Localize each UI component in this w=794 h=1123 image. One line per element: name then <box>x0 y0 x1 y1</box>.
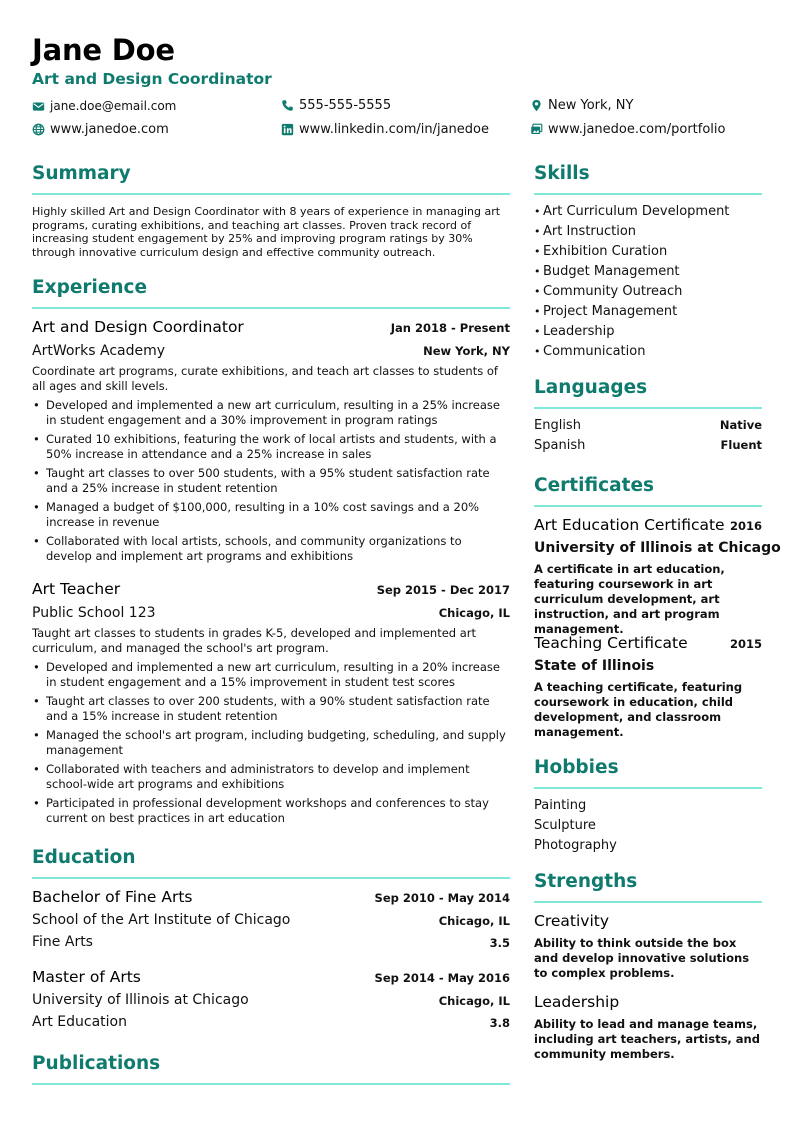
certificate-issuer: University of Illinois at Chicago <box>534 540 781 556</box>
skill-item: • Leadership <box>534 322 762 342</box>
list-item: • Curated 10 exhibitions, featuring the work of local artists and students, with a 50% increase in attendance and a 25% increase in sales <box>32 432 510 462</box>
job-company: Public School 123 <box>32 605 156 621</box>
list-item: • Participated in professional development workshops and conferences to stay current on best practices in art education <box>32 796 510 826</box>
portfolio-text: www.janedoe.com/portfolio <box>548 122 726 137</box>
skills-list <box>534 202 762 362</box>
school-location: Chicago, IL <box>438 994 510 1008</box>
job-title: Art and Design Coordinator <box>32 318 244 336</box>
skill-item: • Art Curriculum Development <box>534 202 762 222</box>
strength-description: Ability to lead and manage teams, including art teachers, artists, and community members. <box>534 1017 760 1061</box>
list-item: • Taught art classes to over 500 students, with a 95% student satisfaction rate and a 25% increase in student retention <box>32 466 510 496</box>
degree-dates: Sep 2010 - May 2014 <box>374 891 510 905</box>
publications-heading: Publications <box>32 1053 161 1074</box>
job-company: ArtWorks Academy <box>32 343 166 359</box>
phone-icon <box>281 99 294 112</box>
contact-website[interactable] <box>32 122 169 137</box>
experience-divider <box>32 307 510 309</box>
gpa: 3.5 <box>489 936 510 950</box>
summary-text: Highly skilled Art and Design Coordinator with 8 years of experience in managing art programs, curating exhibitions, and teaching art classes. Proven track record of increasing student engagement by 25% and improving program ratings by 30% through innovative curriculum design and effective community outreach. <box>32 205 501 259</box>
school-name: School of the Art Institute of Chicago <box>32 912 291 928</box>
field-of-study: Fine Arts <box>32 934 93 950</box>
experience-heading: Experience <box>32 277 148 298</box>
skill-item: • Art Instruction <box>534 222 762 242</box>
job-dates: Sep 2015 - Dec 2017 <box>376 583 510 597</box>
certificate-year: 2016 <box>729 519 762 533</box>
job-dates: Jan 2018 - Present <box>390 321 510 335</box>
degree-title: Bachelor of Fine Arts <box>32 888 193 906</box>
strength-description: Ability to think outside the box and develop innovative solutions to complex problems. <box>534 936 750 980</box>
strengths-divider <box>534 901 762 903</box>
list-item: • Developed and implemented a new art curriculum, resulting in a 25% increase in student engagement and a 30% improvement in program ratings <box>32 398 510 428</box>
summary-heading: Summary <box>32 163 131 184</box>
list-item: • Managed a budget of $100,000, resulting in a 10% cost savings and a 20% increase in revenue <box>32 500 510 530</box>
contact-linkedin[interactable] <box>281 122 489 137</box>
contact-portfolio[interactable] <box>530 122 726 137</box>
phone-text: 555-555-5555 <box>299 98 392 113</box>
certificate-description: A certificate in art education, featuring coursework in art curriculum development, art instruction, and art program management. <box>534 562 725 636</box>
strength-name: Creativity <box>534 912 610 930</box>
certificate-name: Art Education Certificate <box>534 516 725 534</box>
hobbies-divider <box>534 787 762 789</box>
education-divider <box>32 877 510 879</box>
language-name: English <box>534 418 581 433</box>
language-row <box>534 418 762 433</box>
candidate-title: Art and Design Coordinator <box>32 70 272 88</box>
portfolio-image-icon <box>530 123 543 136</box>
certificate-issuer: State of Illinois <box>534 658 655 674</box>
field-of-study: Art Education <box>32 1014 127 1030</box>
language-level: Fluent <box>720 438 762 452</box>
skills-divider <box>534 193 762 195</box>
education-heading: Education <box>32 847 136 868</box>
skill-item: • Budget Management <box>534 262 762 282</box>
job-description: Coordinate art programs, curate exhibitions, and teach art classes to students of all ages and skill levels. <box>32 364 498 393</box>
linkedin-text: www.linkedin.com/in/janedoe <box>299 122 489 137</box>
contact-phone[interactable] <box>281 98 391 113</box>
languages-divider <box>534 407 762 409</box>
skills-heading: Skills <box>534 163 590 184</box>
envelope-icon <box>32 100 45 113</box>
job-description: Taught art classes to students in grades K-5, developed and implemented art curriculum, and managed the school's art program. <box>32 626 477 655</box>
hobbies-list <box>534 796 762 856</box>
certificate-year: 2015 <box>729 637 762 651</box>
certificate-description: A teaching certificate, featuring coursework in education, child development, and classroom management. <box>534 680 743 739</box>
list-item: • Collaborated with local artists, schools, and community organizations to develop and implement art programs and exhibitions <box>32 534 510 564</box>
certificates-divider <box>534 505 762 507</box>
list-item: • Collaborated with teachers and administrators to develop and implement school-wide art programs and exhibitions <box>32 762 510 792</box>
job-title: Art Teacher <box>32 580 121 598</box>
languages-heading: Languages <box>534 377 648 398</box>
linkedin-icon <box>281 123 294 136</box>
contact-location <box>530 98 633 113</box>
list-item: • Managed the school's art program, including budgeting, scheduling, and supply management <box>32 728 510 758</box>
skill-item: • Community Outreach <box>534 282 762 302</box>
job-bullets <box>32 398 510 568</box>
map-pin-icon <box>530 99 543 112</box>
hobbies-heading: Hobbies <box>534 757 619 778</box>
school-name: University of Illinois at Chicago <box>32 992 249 1008</box>
gpa: 3.8 <box>489 1016 510 1030</box>
skill-item: • Communication <box>534 342 762 362</box>
list-item: • Developed and implemented a new art curriculum, resulting in a 20% increase in student engagement and a 15% improvement in student test scores <box>32 660 510 690</box>
website-text: www.janedoe.com <box>50 122 169 137</box>
certificates-heading: Certificates <box>534 475 654 496</box>
job-location: New York, NY <box>423 344 510 358</box>
job-location: Chicago, IL <box>438 606 510 620</box>
language-level: Native <box>719 418 762 432</box>
job-bullets <box>32 660 510 830</box>
school-location: Chicago, IL <box>438 914 510 928</box>
language-name: Spanish <box>534 438 586 453</box>
certificate-name: Teaching Certificate <box>534 634 688 652</box>
candidate-name: Jane Doe <box>32 33 175 67</box>
skill-item: • Exhibition Curation <box>534 242 762 262</box>
strength-name: Leadership <box>534 993 620 1011</box>
skill-item: • Project Management <box>534 302 762 322</box>
location-text: New York, NY <box>548 98 634 113</box>
hobby-item: Sculpture <box>534 818 596 833</box>
language-row <box>534 438 762 453</box>
contact-email[interactable] <box>32 99 176 113</box>
degree-dates: Sep 2014 - May 2016 <box>374 971 510 985</box>
list-item: • Taught art classes to over 200 students, with a 90% student satisfaction rate and a 15% increase in student retention <box>32 694 510 724</box>
publications-divider <box>32 1083 510 1085</box>
globe-icon <box>32 123 45 136</box>
strengths-heading: Strengths <box>534 871 638 892</box>
hobby-item: Photography <box>534 838 617 853</box>
email-text: jane.doe@email.com <box>50 99 177 113</box>
degree-title: Master of Arts <box>32 968 141 986</box>
hobby-item: Painting <box>534 798 587 813</box>
summary-divider <box>32 193 510 195</box>
